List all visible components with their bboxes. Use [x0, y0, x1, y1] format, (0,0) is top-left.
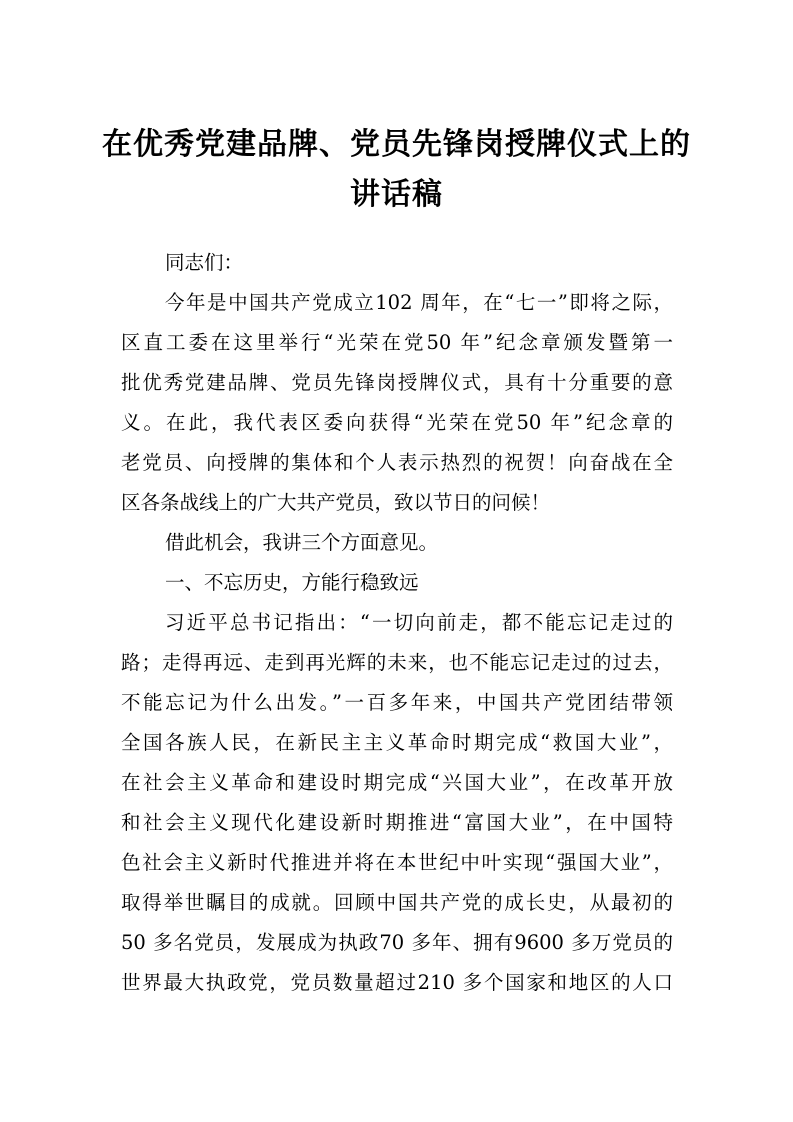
paragraph-3-line-4: 全国各族人民，在新民主主义革命时期完成“救国大业”， — [121, 731, 673, 754]
paragraph-1-line-2: 区直工委在这里举行“光荣在党50 年”纪念章颁发暨第一 — [121, 331, 673, 354]
salutation: 同志们： — [165, 251, 244, 274]
paragraph-3-line-1: 习近平总书记指出：“一切向前走，都不能忘记走过的 — [165, 611, 673, 634]
paragraph-3-line-5: 在社会主义革命和建设时期完成“兴国大业”，在改革开放 — [121, 771, 673, 794]
paragraph-3-line-3: 不能忘记为什么出发。”一百多年来，中国共产党团结带领 — [121, 691, 673, 714]
paragraph-1-line-3: 批优秀党建品牌、党员先锋岗授牌仪式，具有十分重要的意 — [121, 371, 673, 394]
paragraph-2: 借此机会，我讲三个方面意见。 — [165, 531, 439, 554]
paragraph-3-line-10: 世界最大执政党，党员数量超过210 多个国家和地区的人口 — [121, 971, 673, 994]
paragraph-3-line-6: 和社会主义现代化建设新时期推进“富国大业”，在中国特 — [121, 811, 673, 834]
paragraph-3-line-7: 色社会主义新时代推进并将在本世纪中叶实现“强国大业”， — [121, 851, 673, 874]
paragraph-1-line-1: 今年是中国共产党成立102 周年，在“七一”即将之际， — [165, 291, 673, 314]
paragraph-1-line-6: 区各条战线上的广大共产党员，致以节日的问候！ — [121, 491, 551, 514]
document-body — [121, 243, 673, 1003]
paragraph-3-line-9: 50 多名党员，发展成为执政70 多年、拥有9600 多万党员的 — [121, 931, 673, 954]
paragraph-3-line-8: 取得举世瞩目的成就。回顾中国共产党的成长史，从最初的 — [121, 891, 673, 914]
document-title — [100, 120, 693, 220]
title-line-2: 讲话稿 — [350, 177, 443, 212]
section-heading-1: 一、不忘历史，方能行稳致远 — [165, 571, 419, 594]
title-line-1: 在优秀党建品牌、党员先锋岗授牌仪式上的 — [102, 127, 691, 162]
paragraph-3-line-2: 路；走得再远、走到再光辉的未来，也不能忘记走过的过去， — [121, 651, 673, 674]
paragraph-1-line-5: 老党员、向授牌的集体和个人表示热烈的祝贺！向奋战在全 — [121, 451, 673, 474]
paragraph-1-line-4: 义。在此，我代表区委向获得“光荣在党50 年”纪念章的 — [121, 411, 673, 434]
